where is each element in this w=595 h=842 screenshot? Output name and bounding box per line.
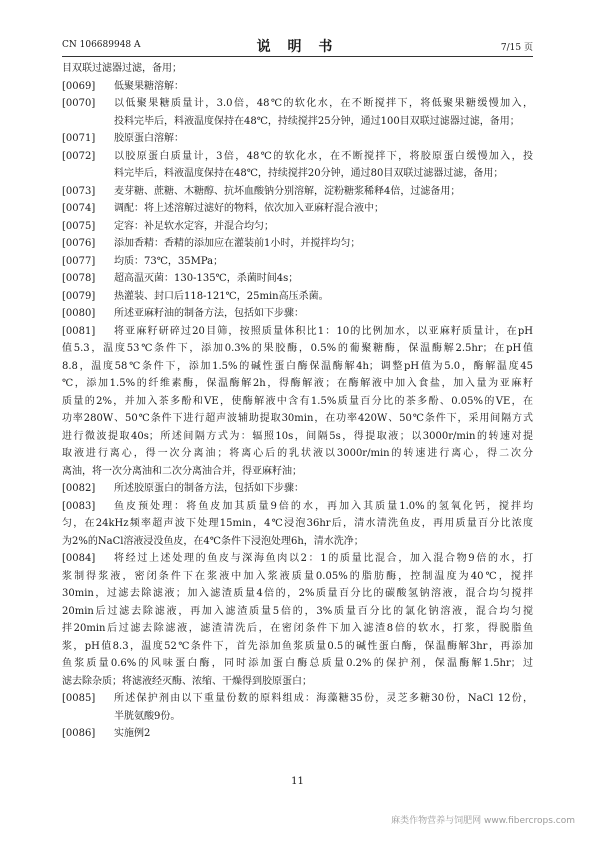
text-line: 均质：73℃，35MPa； [114, 255, 224, 267]
text-line: 超高温灭菌：130-135℃，杀菌时间4s； [114, 273, 299, 284]
site-watermark: 麻类作物营养与饲肥网 www.fibercrops.com [391, 816, 575, 826]
text-line: 滤去除杂质；将滤液经灭酶、浓缩、干燥得到胶原蛋白； [62, 675, 312, 687]
paragraph-text [114, 200, 533, 218]
paragraph-number: [0080] [62, 308, 96, 319]
text-line: 质量的2%，并加入茶多酚和VE，使酶解液中含有1.5%质量百分比的茶多酚、0.05%的VE，在 [62, 395, 533, 407]
text-line: 添加香精：香精的添加应在灌装前1小时，并搅拌均匀； [114, 238, 361, 249]
text-line: ℃，添加1.5%的纤维素酶，保温酶解2h，得酶解液；在酶解液中加入食盐，加入量为亚麻籽 [62, 378, 533, 389]
paragraph-number: [0076] [62, 238, 96, 249]
text-line: 8.8，温度58℃条件下，添加1.5%的碱性蛋白酶保温酶解4h；调整pH值为5.0，酶解温度45 [62, 360, 533, 372]
paragraph-text [114, 270, 533, 288]
paragraph-number: [0081] [62, 325, 96, 337]
paragraph-number: [0078] [62, 273, 96, 284]
text-line: 将亚麻籽研碎过20目筛，按照质量体积比1：10的比例加水，以亚麻籽质量计，在pH [114, 325, 533, 337]
page-number: 11 [291, 776, 304, 787]
paragraph [62, 498, 533, 516]
paragraph [62, 200, 533, 218]
paragraph-number: [0071] [62, 133, 96, 144]
text-line: 鱼浆质量0.6%的风味蛋白酶，同时添加蛋白酶总质量0.2%的保护剂，保温酶解1.5hr；过 [62, 658, 533, 669]
paragraph-number: [0073] [62, 185, 96, 197]
text-line: 胶原蛋白溶解： [114, 133, 184, 144]
text-line: 低聚果糖溶解： [114, 80, 184, 92]
paragraph [62, 183, 533, 201]
document-body [62, 60, 533, 743]
paragraph [62, 480, 533, 498]
text-line: 进行微波提取40s；所述间隔方式为：辐照10s，间隔5s，得提取液；以3000r/min的转速对提 [62, 430, 533, 442]
text-line: 投料完毕后，料液温度保持在48℃，持续搅拌25分钟，通过100目双联过滤器过滤，备用； [114, 115, 520, 127]
paragraph-text [114, 148, 533, 183]
text-line: 以低聚果糖质量计，3.0倍，48℃的软化水，在不断搅拌下，将低聚果糖缓慢加入， [114, 98, 533, 109]
paragraph-number: [0086] [62, 728, 96, 739]
text-line: 热灌装、封口后118-121℃，25min高压杀菌。 [114, 290, 329, 302]
paragraph-text [114, 725, 533, 743]
paragraph-text [114, 550, 533, 568]
page-indicator: 7/15 页 [500, 43, 533, 53]
paragraph-number: [0075] [62, 220, 96, 232]
paragraph-text [114, 78, 533, 96]
text-line: 实施例2 [114, 728, 151, 739]
paragraph-number: [0079] [62, 290, 96, 302]
text-line: 为2%的NaCl溶液浸没鱼皮，在4℃条件下浸泡处理6h，清水洗净； [62, 535, 364, 547]
text-line: 所述胶原蛋白的制备方法，包括如下步骤： [114, 483, 304, 494]
paragraph-text [114, 690, 533, 725]
text-line: 调配：将上述溶解过滤好的物料，依次加入亚麻籽混合液中； [114, 203, 384, 214]
paragraph [62, 148, 533, 183]
text-line: 值5.3，温度53℃条件下，添加0.3%的果胶酶，0.5%的葡聚糖酶，保温酶解2.5hr；在pH值 [62, 343, 533, 354]
paragraph-text [114, 183, 533, 201]
paragraph [62, 550, 533, 568]
text-line: 匀，在24kHz频率超声波下处理15min，4℃浸泡36hr后，清水清洗鱼皮，再用质量百分比浓度 [62, 518, 533, 529]
paragraph [62, 725, 533, 743]
paragraph [62, 690, 533, 725]
paragraph-text [114, 253, 533, 271]
paragraph-number: [0077] [62, 255, 96, 267]
text-line: 30min，过滤去除滤液；加入滤渣质量4倍的，2%质量百分比的碳酸氢钠溶液，混合均匀搅拌 [62, 588, 533, 599]
paragraph-text [114, 480, 533, 498]
text-line: 麦芽糖、蔗糖、木糖醇、抗坏血酸钠分别溶解，淀粉糖浆稀释4倍，过滤备用； [114, 185, 461, 197]
paragraph-number: [0083] [62, 500, 96, 512]
paragraph [62, 305, 533, 323]
text-line: 功率280W、50℃条件下进行超声波辅助提取30min，在功率420W、50℃条件下，采用间隔方式 [62, 413, 533, 424]
paragraph-number: [0072] [62, 150, 96, 162]
paragraph-text [114, 288, 533, 306]
paragraph-number: [0084] [62, 553, 96, 564]
paragraph-number: [0069] [62, 80, 96, 92]
text-line: 浆制得浆液，密闭条件下在浆液中加入浆液质量0.05%的脂肪酶，控制温度为40℃，搅拌 [62, 570, 533, 582]
paragraph-number: [0082] [62, 483, 96, 494]
text-line: 浆，pH值8.3，温度52℃条件下，首先添加鱼浆质量0.5的碱性蛋白酶，保温酶解3hr，再添加 [62, 640, 533, 652]
text-line: 20min后过滤去除滤液，再加入滤渣质量5倍的，3%质量百分比的氯化钠溶液，混合均匀搅 [62, 605, 533, 617]
paragraph-text [114, 95, 533, 130]
page-header [62, 36, 533, 56]
paragraph [62, 288, 533, 306]
paragraph-text [114, 305, 533, 323]
paragraph [62, 270, 533, 288]
paragraph-text [114, 218, 533, 236]
text-line: 将经过上述处理的鱼皮与深海鱼肉以2：1的质量比混合，加入混合物9倍的水，打 [114, 553, 533, 564]
paragraph [62, 253, 533, 271]
paragraph-number: [0074] [62, 203, 96, 214]
header-divider [62, 56, 533, 57]
document-title: 说 明 书 [256, 39, 339, 55]
patent-number: CN 106689948 A [62, 40, 141, 50]
paragraph-number: [0085] [62, 693, 96, 704]
text-line: 取液进行离心，得一次分离油；将离心后的乳状液以3000r/min的转速进行离心，得二次分 [62, 448, 533, 459]
paragraph [62, 130, 533, 148]
paragraph [62, 78, 533, 96]
paragraph-text [114, 130, 533, 148]
text-line: 拌20min后过滤去除滤液，滤渣清洗后，在密闭条件下加入滤渣8倍的软水，打浆，得脱脂鱼 [62, 623, 533, 634]
text-line: 以胶原蛋白质量计，3倍，48℃的软化水，在不断搅拌下，将胶原蛋白缓慢加入，投 [114, 150, 533, 162]
paragraph [62, 218, 533, 236]
text-line: 半胱氨酸9份。 [114, 710, 181, 722]
text-line: 所述亚麻籽油的制备方法，包括如下步骤： [114, 308, 304, 319]
paragraph [62, 235, 533, 253]
text-line: 料完毕后，料液温度保持在48℃，持续搅拌20分钟，通过80目双联过滤器过滤，备用； [114, 168, 504, 179]
paragraph-text [114, 235, 533, 253]
text-line: 所述保护剂由以下重量份数的原料组成：海藻糖35份，灵芝多糖30份，NaCl 12份， [114, 693, 533, 704]
paragraph-number: [0070] [62, 98, 96, 109]
paragraph-text [114, 323, 533, 341]
paragraph [62, 323, 533, 341]
text-line: 鱼皮预处理：将鱼皮加其质量9倍的水，再加入其质量1.0%的氢氧化钙，搅拌均 [114, 500, 533, 512]
text-line: 离油，将一次分离油和二次分离油合并，得亚麻籽油； [62, 465, 302, 477]
text-line: 定容：补足软水定容，并混合均匀； [114, 220, 274, 232]
lead-line: 目双联过滤器过滤，备用； [62, 63, 182, 74]
paragraph [62, 95, 533, 130]
paragraph-text [114, 498, 533, 516]
